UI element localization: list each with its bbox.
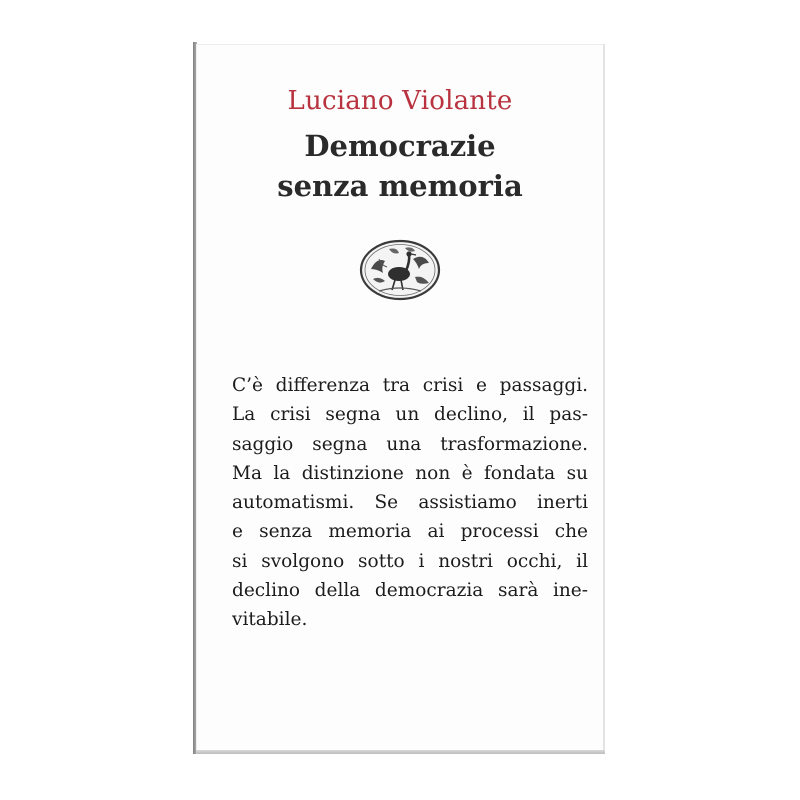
book-title — [200, 126, 600, 206]
blurb-text — [232, 371, 588, 635]
blurb-line: C’è differenza tra crisi e passaggi. — [232, 375, 588, 396]
book-right-edge — [603, 44, 605, 754]
blurb-line: automatismi. Se assistiamo inerti — [232, 492, 588, 514]
author-name: Luciano Violante — [287, 86, 513, 116]
book-title-line-2: senza memoria — [277, 169, 523, 203]
blurb-line: e senza memoria ai processi che — [232, 521, 588, 543]
blurb-line: Ma la distinzione non è fondata su — [232, 462, 588, 484]
blurb-line: La crisi segna un declino, il pas- — [232, 404, 588, 426]
ostrich-emblem-icon — [359, 239, 441, 301]
blurb-line: saggio segna una trasformazione. — [232, 433, 588, 455]
blurb-line: declino della democrazia sarà ine- — [232, 580, 588, 602]
blurb-line: vitabile. — [232, 609, 308, 631]
book-bottom-edge — [196, 750, 605, 754]
book-title-line-1: Democrazie — [304, 129, 496, 163]
blurb-line: si svolgono sotto i nostri occhi, il — [232, 550, 588, 572]
